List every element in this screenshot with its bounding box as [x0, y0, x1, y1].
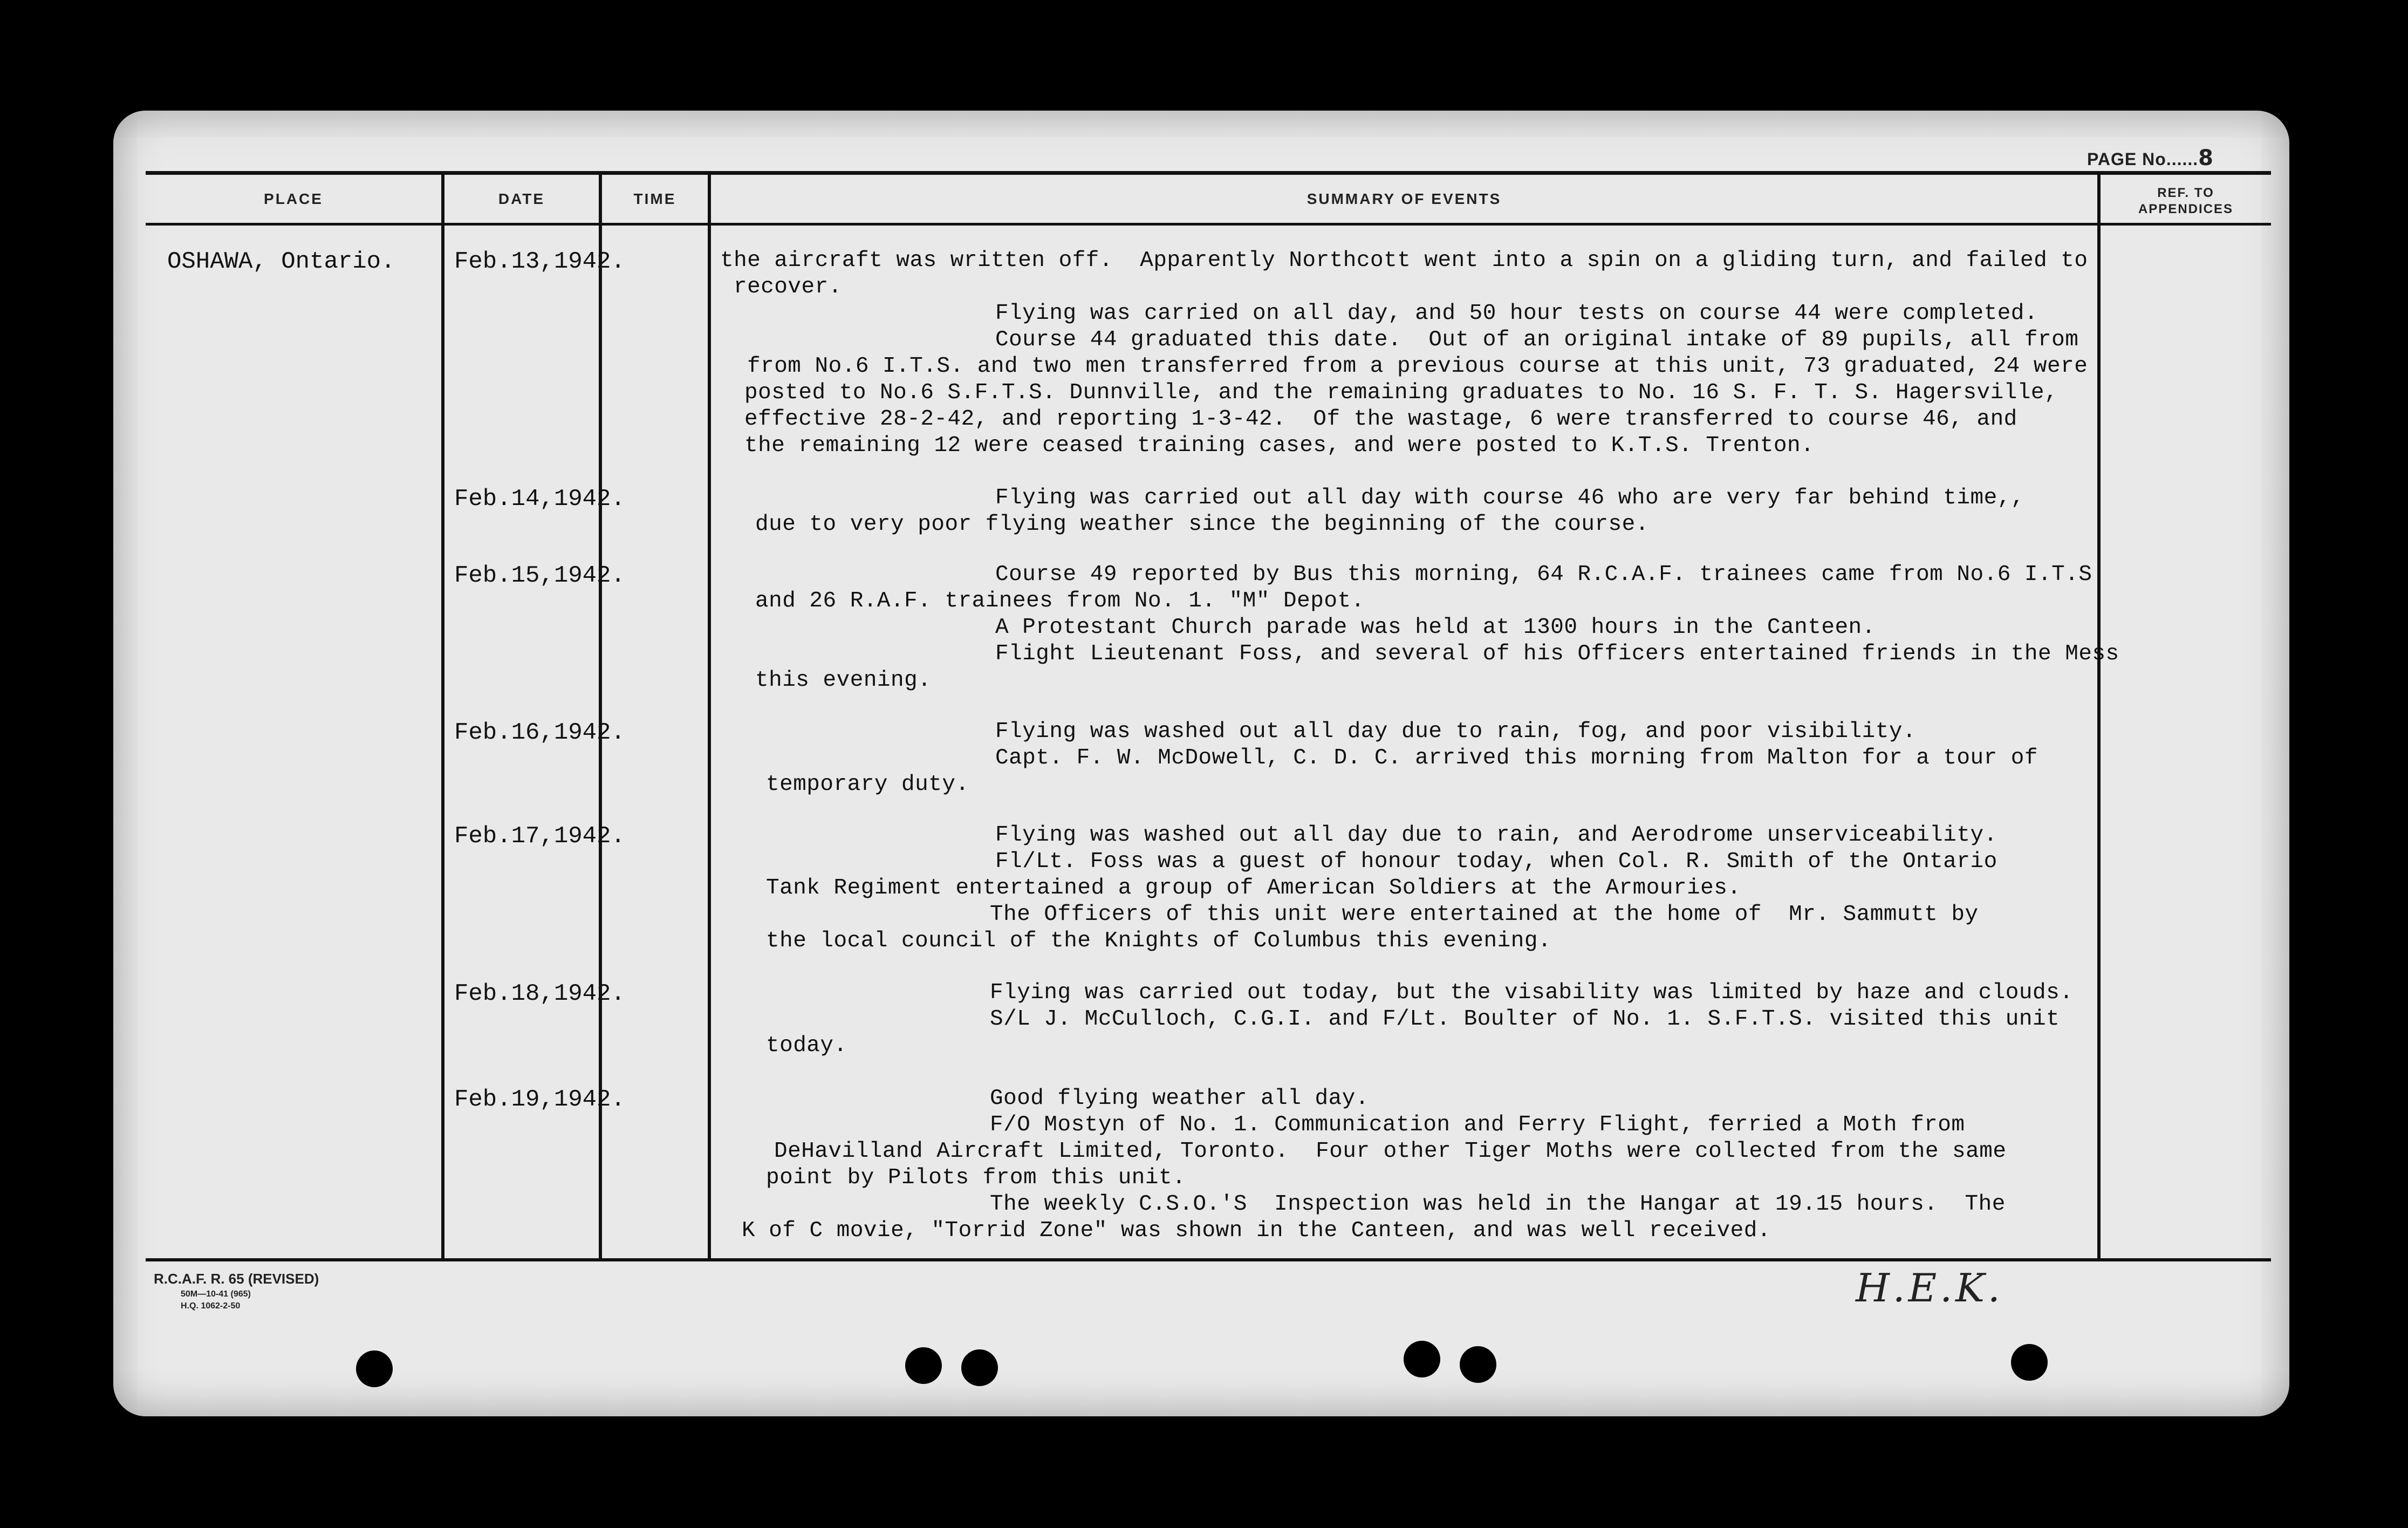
- page-number-value: 8: [2198, 146, 2214, 170]
- place-cell: OSHAWA, Ontario.: [167, 248, 395, 275]
- punch-hole: [2011, 1344, 2048, 1381]
- summary-line: the aircraft was written off. Apparently Northcott went into a spin on a gliding turn, and failed to: [720, 248, 2088, 273]
- summary-line: posted to No.6 S.F.T.S. Dunnville, and the remaining graduates to No. 16 S. F. T. S. Hagersville,: [744, 380, 2058, 405]
- page-label: PAGE No......: [2087, 149, 2199, 169]
- summary-line: Capt. F. W. McDowell, C. D. C. arrived this morning from Malton for a tour of: [995, 746, 2038, 770]
- form-footer: [154, 1271, 319, 1311]
- date-cell: Feb.16,1942.: [454, 719, 625, 746]
- summary-line: Course 44 graduated this date. Out of an original intake of 89 pupils, all from: [995, 328, 2079, 352]
- summary-line: F/O Mostyn of No. 1. Communication and Ferry Flight, ferried a Moth from: [990, 1113, 1965, 1137]
- summary-line: Flying was carried out all day with course 46 who are very far behind time,,: [995, 486, 2024, 510]
- summary-line: effective 28-2-42, and reporting 1-3-42. Of the wastage, 6 were transferred to course 46, and: [744, 407, 2017, 432]
- header-time: TIME: [633, 190, 676, 207]
- diary-card: [113, 111, 2289, 1416]
- header-date: DATE: [498, 190, 545, 207]
- summary-line: K of C movie, "Torrid Zone" was shown in the Canteen, and was well received.: [742, 1218, 1771, 1243]
- header-summary: SUMMARY OF EVENTS: [1306, 190, 1502, 207]
- summary-line: Flying was washed out all day due to rain, fog, and poor visibility.: [995, 719, 1917, 744]
- punch-hole: [1460, 1346, 1496, 1383]
- date-cell: Feb.17,1942.: [454, 823, 625, 850]
- summary-line: Course 49 reported by Bus this morning, 64 R.C.A.F. trainees came from No.6 I.T.S.: [995, 562, 2106, 587]
- punch-hole: [1404, 1341, 1440, 1377]
- summary-line: the remaining 12 were ceased training cases, and were posted to K.T.S. Trenton.: [744, 433, 1815, 458]
- summary-line: S/L J. McCulloch, C.G.I. and F/Lt. Boulter of No. 1. S.F.T.S. visited this unit: [990, 1007, 2060, 1032]
- header-ref-line2: APPENDICES: [2138, 202, 2234, 216]
- summary-line: A Protestant Church parade was held at 1300 hours in the Canteen.: [995, 615, 1876, 640]
- top-rule: [146, 171, 2271, 175]
- hq-code: H.Q. 1062-2-50: [181, 1301, 241, 1311]
- summary-line: DeHavilland Aircraft Limited, Toronto. Four other Tiger Moths were collected from the same: [774, 1139, 2007, 1164]
- col-divider-ref: [2097, 171, 2101, 1261]
- summary-line: from No.6 I.T.S. and two men transferred from a previous course at this unit, 73 graduated, 24 were: [747, 354, 2088, 379]
- date-cell: Feb.18,1942.: [454, 980, 625, 1007]
- summary-line: The weekly C.S.O.'S Inspection was held in the Hangar at 19.15 hours. The: [990, 1192, 2006, 1217]
- summary-line: point by Pilots from this unit.: [766, 1165, 1186, 1190]
- summary-line: Flying was washed out all day due to rain, and Aerodrome unserviceability.: [995, 823, 1997, 848]
- print-code: 50M—10-41 (965): [181, 1290, 251, 1299]
- bottom-rule: [146, 1258, 2271, 1261]
- page-number-label: [2087, 146, 2214, 170]
- col-divider-time: [708, 171, 711, 1261]
- summary-line: today.: [766, 1033, 847, 1058]
- col-divider-place: [441, 171, 444, 1261]
- punch-hole: [356, 1350, 393, 1387]
- header-rule: [146, 223, 2271, 226]
- summary-line: and 26 R.A.F. trainees from No. 1. "M" Depot.: [755, 589, 1365, 613]
- summary-line: Tank Regiment entertained a group of American Soldiers at the Armouries.: [766, 876, 1741, 901]
- date-cell: Feb.15,1942.: [454, 562, 625, 589]
- date-cell: Feb.13,1942.: [454, 248, 625, 275]
- summary-line: the local council of the Knights of Columbus this evening.: [766, 929, 1552, 953]
- summary-line: due to very poor flying weather since the beginning of the course.: [755, 512, 1649, 537]
- date-cell: Feb.14,1942.: [454, 486, 625, 513]
- handwritten-initials: H.E.K.: [1856, 1265, 2003, 1311]
- punch-hole: [961, 1349, 998, 1386]
- summary-line: The Officers of this unit were entertained at the home of Mr. Sammutt by: [990, 902, 1979, 927]
- summary-line: Flight Lieutenant Foss, and several of his Officers entertained friends in the Mess: [995, 642, 2119, 666]
- summary-line: Flying was carried on all day, and 50 hour tests on course 44 were completed.: [995, 301, 2038, 326]
- date-cell: Feb.19,1942.: [454, 1086, 625, 1113]
- summary-line: temporary duty.: [766, 772, 969, 797]
- punch-hole: [905, 1347, 942, 1384]
- header-ref-line1: REF. TO: [2157, 186, 2214, 200]
- summary-line: Good flying weather all day.: [990, 1086, 1369, 1111]
- summary-line: this evening.: [755, 668, 932, 693]
- form-number: R.C.A.F. R. 65 (REVISED): [154, 1271, 319, 1287]
- summary-line: Flying was carried out today, but the visability was limited by haze and clouds.: [990, 980, 2074, 1005]
- header-ref-appendices: [2101, 185, 2271, 217]
- summary-line: recover.: [734, 275, 842, 299]
- header-place: PLACE: [264, 190, 323, 207]
- summary-line: Fl/Lt. Foss was a guest of honour today, when Col. R. Smith of the Ontario: [995, 849, 1997, 874]
